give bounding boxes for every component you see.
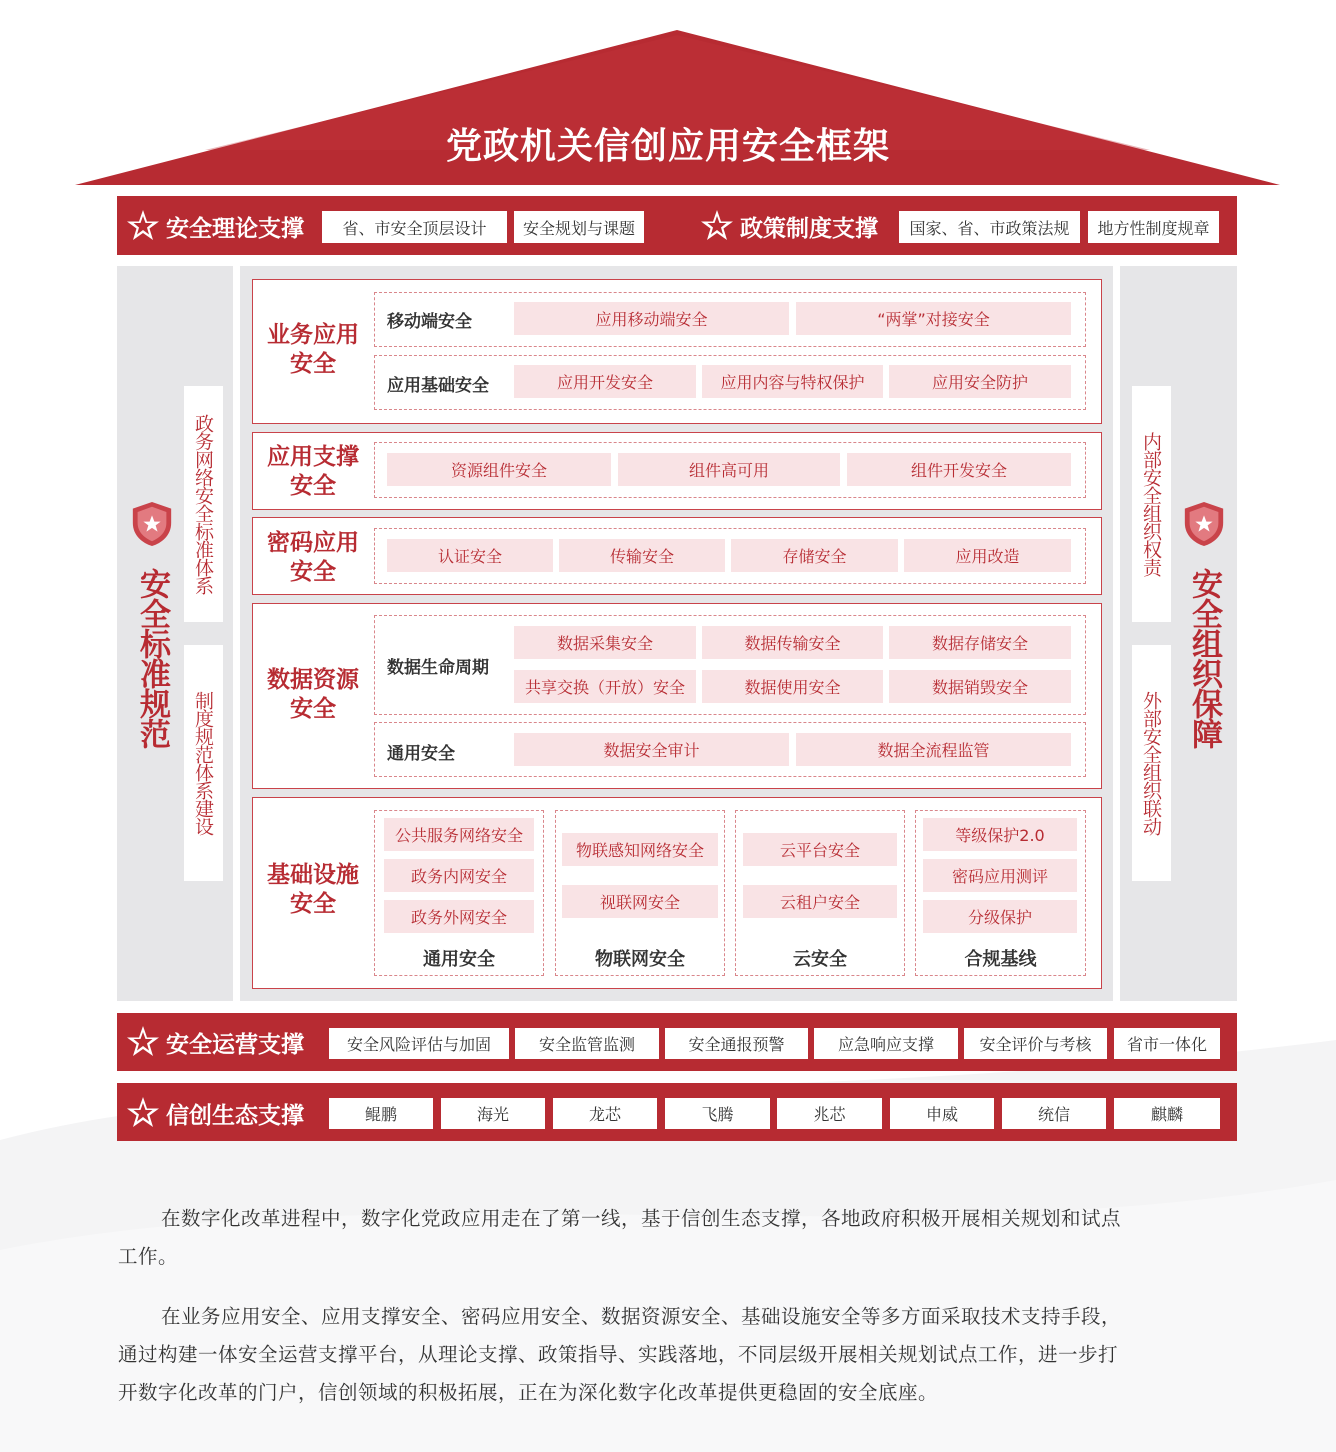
row-title: 应用基础安全	[387, 376, 489, 396]
security-item: 政务内网安全	[384, 859, 534, 892]
ops-item: 安全通报预警	[665, 1028, 808, 1059]
star-icon	[126, 209, 160, 243]
paragraph-line: 工作。	[118, 1245, 179, 1268]
security-item: 数据全流程监管	[796, 733, 1071, 766]
eco-item: 飞腾	[665, 1098, 770, 1129]
security-item: 数据传输安全	[702, 626, 883, 659]
security-item: 视联网安全	[562, 885, 718, 918]
right-side-item-label: 内部安全组织权责	[1140, 432, 1162, 576]
ops-item: 省市一体化	[1114, 1028, 1220, 1059]
ops-support-title	[126, 1022, 304, 1062]
right-side-title: 安全组织保障	[1186, 568, 1222, 748]
left-side-item-label: 制度规范体系建设	[192, 691, 214, 835]
shield-icon	[129, 500, 175, 548]
security-item: 数据采集安全	[514, 626, 696, 659]
security-item: 存储安全	[731, 539, 898, 572]
star-icon	[700, 209, 734, 243]
row-title: 通用安全	[387, 744, 455, 764]
layer-title	[256, 529, 370, 587]
policy-support-label: 政策制度支撑	[740, 215, 878, 242]
eco-item: 海光	[441, 1098, 545, 1129]
layer-title-line: 基础设施	[267, 862, 359, 888]
layer-title-line: 安全	[290, 891, 336, 917]
security-item: 数据使用安全	[702, 670, 883, 703]
infra-column-title: 通用安全	[423, 949, 495, 970]
security-item: 认证安全	[387, 539, 553, 572]
security-item: 资源组件安全	[387, 453, 611, 486]
security-item: 数据安全审计	[514, 733, 789, 766]
security-item: 组件开发安全	[847, 453, 1071, 486]
body-paragraph	[118, 1200, 1243, 1276]
security-item: 组件高可用	[618, 453, 840, 486]
security-item: 应用安全防护	[889, 365, 1071, 398]
infra-column-title: 物联网安全	[595, 949, 685, 970]
left-side-title: 安全标准规范	[134, 568, 170, 748]
policy-item: 地方性制度规章	[1088, 211, 1219, 243]
eco-support-label: 信创生态支撑	[166, 1102, 304, 1129]
security-item: 数据销毁安全	[889, 670, 1071, 703]
left-side-item-label: 政务网络安全标准体系	[192, 414, 214, 594]
security-item: 应用移动端安全	[514, 302, 789, 335]
security-item: 应用开发安全	[514, 365, 696, 398]
security-item: 云平台安全	[743, 833, 897, 866]
left-side-item	[184, 386, 223, 622]
security-item: 数据存储安全	[889, 626, 1071, 659]
security-item: 共享交换（开放）安全	[514, 670, 696, 703]
left-side-item	[184, 645, 223, 881]
security-item: 公共服务网络安全	[384, 818, 534, 851]
security-item: 政务外网安全	[384, 900, 534, 933]
security-item: 应用内容与特权保护	[702, 365, 883, 398]
security-item: 传输安全	[559, 539, 725, 572]
layer-title-line: 安全	[290, 473, 336, 499]
star-icon	[126, 1025, 160, 1059]
layer-title-line: 业务应用	[267, 322, 359, 348]
ops-item: 安全风险评估与加固	[329, 1028, 509, 1059]
layer-title-line: 安全	[290, 559, 336, 585]
eco-item: 龙芯	[553, 1098, 657, 1129]
ops-support-label: 安全运营支撑	[166, 1031, 304, 1058]
security-item: “两掌”对接安全	[796, 302, 1071, 335]
infra-column-title: 云安全	[793, 949, 847, 970]
paragraph-line: 通过构建一体安全运营支撑平台，从理论支撑、政策指导、实践落地，不同层级开展相关规划试点工作，进一步打	[118, 1343, 1119, 1366]
shield-icon	[1181, 500, 1227, 548]
infra-column-title: 合规基线	[964, 949, 1037, 970]
layer-title	[256, 666, 370, 724]
theory-support-label: 安全理论支撑	[166, 215, 304, 242]
ops-item: 安全评价与考核	[964, 1028, 1107, 1059]
theory-item: 安全规划与课题	[514, 211, 644, 243]
eco-item: 统信	[1002, 1098, 1106, 1129]
eco-item: 麒麟	[1114, 1098, 1220, 1129]
star-icon	[126, 1096, 160, 1130]
theory-item: 省、市安全顶层设计	[322, 211, 507, 243]
paragraph-line: 在数字化改革进程中，数字化党政应用走在了第一线，基于信创生态支撑，各地政府积极开展相关规划和试点	[161, 1207, 1122, 1230]
right-side-item	[1132, 386, 1171, 622]
security-item: 密码应用测评	[923, 859, 1077, 892]
ops-item: 应急响应支撑	[814, 1028, 958, 1059]
eco-item: 兆芯	[777, 1098, 882, 1129]
row-title: 数据生命周期	[387, 658, 489, 678]
row-title: 移动端安全	[387, 312, 472, 332]
security-item: 物联感知网络安全	[562, 833, 718, 866]
theory-support-title	[126, 206, 304, 246]
layer-title	[256, 443, 370, 501]
layer-title-line: 密码应用	[267, 530, 359, 556]
eco-item: 申威	[890, 1098, 994, 1129]
body-paragraph	[118, 1298, 1243, 1412]
paragraph-line: 开数字化改革的门户，信创领域的积极拓展，正在为深化数字化改革提供更稳固的安全底座。	[118, 1381, 939, 1404]
policy-item: 国家、省、市政策法规	[899, 211, 1080, 243]
security-item: 等级保护2.0	[923, 818, 1077, 851]
layer-title-line: 安全	[290, 351, 336, 377]
page-title: 党政机关信创应用安全框架	[445, 126, 890, 167]
eco-item: 鲲鹏	[329, 1098, 433, 1129]
security-item: 云租户安全	[743, 885, 897, 918]
right-side-item	[1132, 645, 1171, 881]
layer-title-line: 安全	[290, 696, 336, 722]
eco-support-title	[126, 1093, 304, 1133]
policy-support-title	[700, 206, 878, 246]
layer-title	[256, 321, 370, 379]
ops-item: 安全监管监测	[515, 1028, 659, 1059]
layer-title-line: 应用支撑	[267, 444, 359, 470]
security-item: 分级保护	[923, 900, 1077, 933]
paragraph-line: 在业务应用安全、应用支撑安全、密码应用安全、数据资源安全、基础设施安全等多方面采取技术支持手段，	[161, 1305, 1122, 1328]
security-item: 应用改造	[904, 539, 1071, 572]
layer-title-line: 数据资源	[267, 667, 359, 693]
layer-title	[256, 861, 370, 919]
right-side-item-label: 外部安全组织联动	[1140, 691, 1162, 835]
